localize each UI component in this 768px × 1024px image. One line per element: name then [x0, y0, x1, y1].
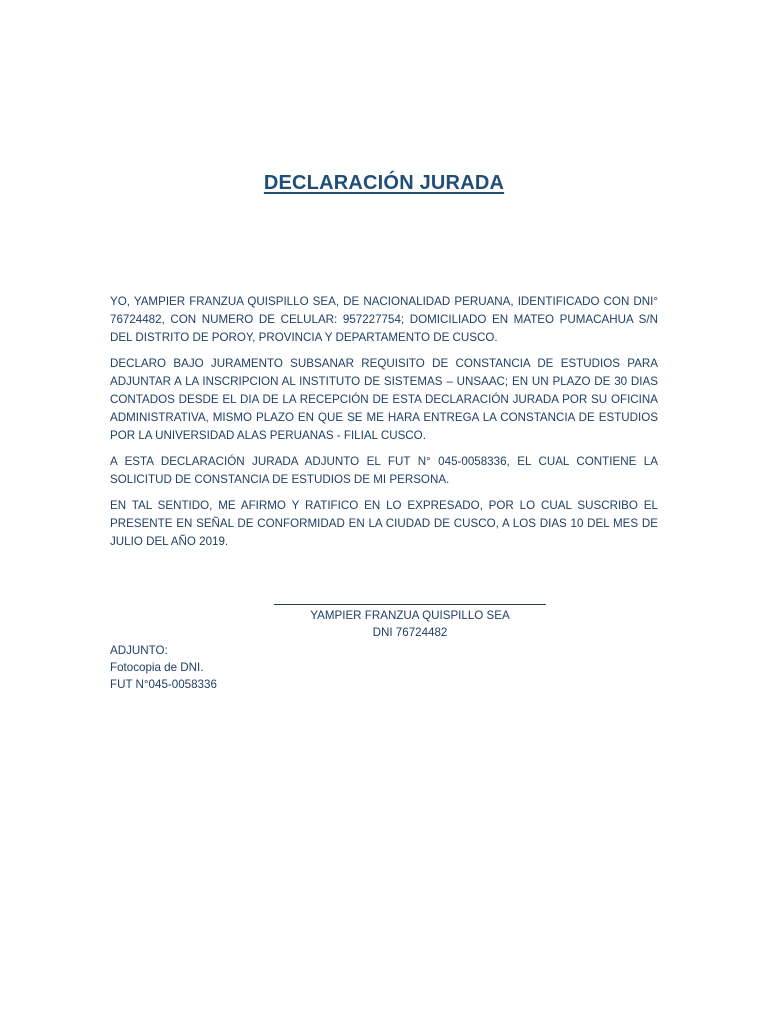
- document-title: DECLARACIÓN JURADA: [263, 172, 505, 194]
- declaration-body: [110, 293, 658, 559]
- signature-dni: DNI 76724482: [372, 626, 448, 639]
- attachment-item: Fotocopia de DNI.: [110, 661, 204, 674]
- paragraph-identification: YO, YAMPIER FRANZUA QUISPILLO SEA, DE NACIONALIDAD PERUANA, IDENTIFICADO CON DNI° 76724482, CON NUMERO DE CELULAR: 957227754; DOMICILIADO EN MATEO PUMACAHUA S/N DEL DISTRITO DE POROY, PROVINCIA Y DEPARTAMENTO DE CUSCO.: [110, 295, 658, 344]
- paragraph-conformity: EN TAL SENTIDO, ME AFIRMO Y RATIFICO EN LO EXPRESADO, POR LO CUAL SUSCRIBO EL PRESENTE EN SEÑAL DE CONFORMIDAD EN LA CIUDAD DE CUSCO, A LOS DIAS 10 DEL MES DE JULIO DEL AÑO 2019.: [110, 499, 658, 548]
- attachment-item: FUT N°045-0058336: [110, 678, 217, 691]
- signature-name: YAMPIER FRANZUA QUISPILLO SEA: [310, 609, 510, 622]
- signature-block: [274, 590, 546, 641]
- attachments-heading: ADJUNTO:: [110, 644, 168, 657]
- paragraph-declaration: DECLARO BAJO JURAMENTO SUBSANAR REQUISITO DE CONSTANCIA DE ESTUDIOS PARA ADJUNTAR A LA INSCRIPCION AL INSTITUTO DE SISTEMAS – UNSAAC; EN UN PLAZO DE 30 DIAS CONTADOS DESDE EL DIA DE LA RECEPCIÓN DE ESTA DECLARACIÓN JURADA POR SU OFICINA ADMINISTRATIVA, MISMO PLAZO EN QUE SE ME HARA ENTREGA LA CONSTANCIA DE ESTUDIOS POR LA UNIVERSIDAD ALAS PERUANAS - FILIAL CUSCO.: [110, 357, 658, 442]
- signature-line: [274, 590, 546, 605]
- attachments-list: [110, 642, 410, 693]
- paragraph-attachment: A ESTA DECLARACIÓN JURADA ADJUNTO EL FUT N° 045-0058336, EL CUAL CONTIENE LA SOLICITUD DE CONSTANCIA DE ESTUDIOS DE MI PERSONA.: [110, 455, 658, 486]
